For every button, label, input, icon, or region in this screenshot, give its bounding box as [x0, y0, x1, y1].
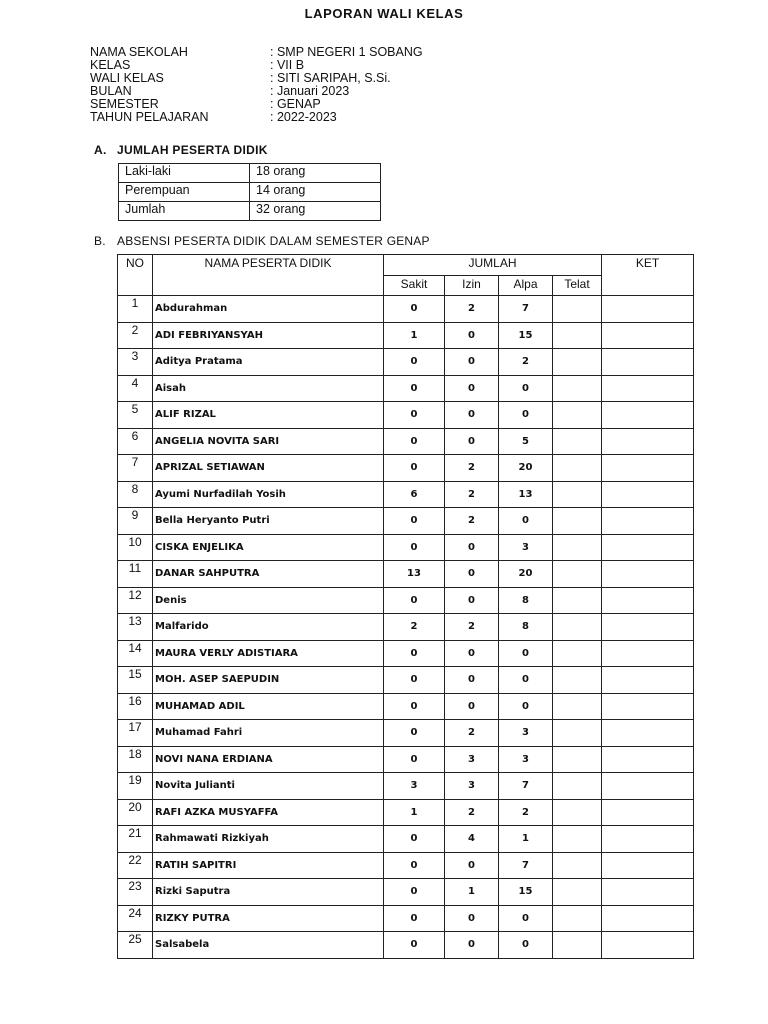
header-telat: Telat [553, 275, 602, 296]
info-value: : VII B [270, 58, 305, 72]
sakit-count: 6 [384, 481, 445, 508]
sakit-count: 0 [384, 879, 445, 906]
table-row [118, 932, 694, 959]
table-row [119, 164, 381, 183]
row-number: 2 [118, 322, 153, 349]
ket-cell [602, 773, 694, 800]
izin-count: 0 [445, 349, 499, 376]
student-name: MAURA VERLY ADISTIARA [153, 640, 384, 667]
izin-count: 2 [445, 614, 499, 641]
row-number: 19 [118, 773, 153, 800]
sakit-count: 0 [384, 852, 445, 879]
telat-count [553, 587, 602, 614]
sakit-count: 0 [384, 693, 445, 720]
telat-count [553, 640, 602, 667]
row-number: 4 [118, 375, 153, 402]
table-row [118, 614, 694, 641]
alpa-count: 13 [499, 481, 553, 508]
row-number: 17 [118, 720, 153, 747]
sakit-count: 0 [384, 402, 445, 429]
table-row [118, 799, 694, 826]
sakit-count: 0 [384, 905, 445, 932]
izin-count: 2 [445, 799, 499, 826]
student-name: Muhamad Fahri [153, 720, 384, 747]
telat-count [553, 561, 602, 588]
alpa-count: 3 [499, 746, 553, 773]
sakit-count: 0 [384, 428, 445, 455]
alpa-count: 20 [499, 455, 553, 482]
ket-cell [602, 296, 694, 323]
info-label: WALI KELAS [90, 71, 164, 85]
student-name: ANGELIA NOVITA SARI [153, 428, 384, 455]
izin-count: 0 [445, 667, 499, 694]
student-name: Rahmawati Rizkiyah [153, 826, 384, 853]
table-row [118, 905, 694, 932]
izin-count: 0 [445, 322, 499, 349]
student-name: RIZKY PUTRA [153, 905, 384, 932]
table-row [118, 826, 694, 853]
student-name: Aditya Pratama [153, 349, 384, 376]
izin-count: 0 [445, 905, 499, 932]
telat-count [553, 349, 602, 376]
sakit-count: 1 [384, 322, 445, 349]
student-name: NOVI NANA ERDIANA [153, 746, 384, 773]
attendance-table [117, 254, 694, 959]
alpa-count: 20 [499, 561, 553, 588]
table-row [118, 587, 694, 614]
ket-cell [602, 508, 694, 535]
telat-count [553, 296, 602, 323]
izin-count: 0 [445, 932, 499, 959]
section-a-heading [94, 143, 268, 157]
header-izin: Izin [445, 275, 499, 296]
summary-value: 14 orang [250, 183, 381, 202]
info-label: NAMA SEKOLAH [90, 45, 188, 59]
izin-count: 1 [445, 879, 499, 906]
alpa-count: 1 [499, 826, 553, 853]
sakit-count: 0 [384, 455, 445, 482]
ket-cell [602, 402, 694, 429]
ket-cell [602, 746, 694, 773]
table-row [119, 183, 381, 202]
sakit-count: 0 [384, 746, 445, 773]
section-letter: A. [94, 143, 107, 157]
ket-cell [602, 322, 694, 349]
table-row [118, 481, 694, 508]
alpa-count: 5 [499, 428, 553, 455]
izin-count: 3 [445, 746, 499, 773]
table-row [118, 667, 694, 694]
alpa-count: 0 [499, 402, 553, 429]
ket-cell [602, 614, 694, 641]
ket-cell [602, 640, 694, 667]
row-number: 18 [118, 746, 153, 773]
table-row [118, 640, 694, 667]
alpa-count: 15 [499, 879, 553, 906]
ket-cell [602, 720, 694, 747]
document-title: LAPORAN WALI KELAS [304, 6, 464, 21]
ket-cell [602, 561, 694, 588]
telat-count [553, 402, 602, 429]
izin-count: 3 [445, 773, 499, 800]
student-name: CISKA ENJELIKA [153, 534, 384, 561]
student-name: MOH. ASEP SAEPUDIN [153, 667, 384, 694]
sakit-count: 0 [384, 720, 445, 747]
telat-count [553, 322, 602, 349]
summary-label: Laki-laki [119, 164, 250, 183]
alpa-count: 8 [499, 614, 553, 641]
alpa-count: 7 [499, 296, 553, 323]
info-row [90, 72, 423, 85]
row-number: 3 [118, 349, 153, 376]
header-ket: KET [602, 255, 694, 296]
row-number: 14 [118, 640, 153, 667]
alpa-count: 15 [499, 322, 553, 349]
student-name: RAFI AZKA MUSYAFFA [153, 799, 384, 826]
info-value: : SMP NEGERI 1 SOBANG [270, 45, 423, 59]
ket-cell [602, 587, 694, 614]
sakit-count: 0 [384, 296, 445, 323]
student-name: Denis [153, 587, 384, 614]
ket-cell [602, 799, 694, 826]
table-row [118, 879, 694, 906]
student-name: ALIF RIZAL [153, 402, 384, 429]
ket-cell [602, 667, 694, 694]
telat-count [553, 826, 602, 853]
row-number: 22 [118, 852, 153, 879]
school-info [90, 46, 423, 124]
telat-count [553, 905, 602, 932]
table-row [118, 746, 694, 773]
ket-cell [602, 428, 694, 455]
table-row [118, 375, 694, 402]
student-name: Ayumi Nurfadilah Yosih [153, 481, 384, 508]
sakit-count: 0 [384, 349, 445, 376]
row-number: 15 [118, 667, 153, 694]
alpa-count: 2 [499, 799, 553, 826]
sakit-count: 0 [384, 667, 445, 694]
izin-count: 2 [445, 508, 499, 535]
telat-count [553, 534, 602, 561]
row-number: 1 [118, 296, 153, 323]
info-row [90, 111, 423, 124]
telat-count [553, 932, 602, 959]
table-row [118, 852, 694, 879]
telat-count [553, 720, 602, 747]
row-number: 7 [118, 455, 153, 482]
summary-value: 18 orang [250, 164, 381, 183]
izin-count: 0 [445, 693, 499, 720]
header-alpa: Alpa [499, 275, 553, 296]
sakit-count: 0 [384, 508, 445, 535]
section-title: ABSENSI PESERTA DIDIK DALAM SEMESTER GENAP [117, 234, 430, 248]
telat-count [553, 614, 602, 641]
table-row [118, 534, 694, 561]
table-row [118, 693, 694, 720]
row-number: 20 [118, 799, 153, 826]
izin-count: 0 [445, 428, 499, 455]
telat-count [553, 746, 602, 773]
table-row [118, 349, 694, 376]
section-letter: B. [94, 234, 106, 248]
row-number: 10 [118, 534, 153, 561]
sakit-count: 13 [384, 561, 445, 588]
student-name: Bella Heryanto Putri [153, 508, 384, 535]
alpa-count: 7 [499, 773, 553, 800]
summary-label: Jumlah [119, 202, 250, 221]
row-number: 9 [118, 508, 153, 535]
table-row [119, 202, 381, 221]
sakit-count: 2 [384, 614, 445, 641]
sakit-count: 0 [384, 932, 445, 959]
alpa-count: 2 [499, 349, 553, 376]
ket-cell [602, 852, 694, 879]
info-value: : Januari 2023 [270, 84, 350, 98]
student-name: Malfarido [153, 614, 384, 641]
sakit-count: 0 [384, 375, 445, 402]
table-row [118, 561, 694, 588]
sakit-count: 0 [384, 534, 445, 561]
table-row [118, 402, 694, 429]
info-value: : 2022-2023 [270, 110, 337, 124]
ket-cell [602, 693, 694, 720]
row-number: 12 [118, 587, 153, 614]
izin-count: 2 [445, 481, 499, 508]
telat-count [553, 799, 602, 826]
row-number: 21 [118, 826, 153, 853]
section-b-heading [94, 234, 430, 248]
izin-count: 0 [445, 587, 499, 614]
ket-cell [602, 534, 694, 561]
telat-count [553, 428, 602, 455]
ket-cell [602, 455, 694, 482]
sakit-count: 3 [384, 773, 445, 800]
table-row [118, 720, 694, 747]
ket-cell [602, 826, 694, 853]
row-number: 23 [118, 879, 153, 906]
attendance-rows [118, 296, 694, 959]
table-row [118, 773, 694, 800]
alpa-count: 0 [499, 508, 553, 535]
student-name: Salsabela [153, 932, 384, 959]
izin-count: 0 [445, 375, 499, 402]
alpa-count: 0 [499, 375, 553, 402]
student-name: APRIZAL SETIAWAN [153, 455, 384, 482]
info-label: SEMESTER [90, 97, 159, 111]
alpa-count: 3 [499, 720, 553, 747]
summary-value: 32 orang [250, 202, 381, 221]
info-row [90, 46, 423, 59]
row-number: 11 [118, 561, 153, 588]
row-number: 24 [118, 905, 153, 932]
alpa-count: 8 [499, 587, 553, 614]
student-name: RATIH SAPITRI [153, 852, 384, 879]
table-row [118, 428, 694, 455]
izin-count: 2 [445, 720, 499, 747]
izin-count: 0 [445, 561, 499, 588]
alpa-count: 0 [499, 932, 553, 959]
telat-count [553, 852, 602, 879]
row-number: 5 [118, 402, 153, 429]
telat-count [553, 773, 602, 800]
info-value: : SITI SARIPAH, S.Si. [270, 71, 391, 85]
sakit-count: 0 [384, 826, 445, 853]
table-row [118, 322, 694, 349]
header-no: NO [118, 255, 153, 296]
izin-count: 2 [445, 296, 499, 323]
izin-count: 4 [445, 826, 499, 853]
ket-cell [602, 905, 694, 932]
table-row [118, 455, 694, 482]
student-name: DANAR SAHPUTRA [153, 561, 384, 588]
info-label: TAHUN PELAJARAN [90, 110, 209, 124]
student-count-table [118, 163, 381, 221]
ket-cell [602, 349, 694, 376]
table-row [118, 296, 694, 323]
alpa-count: 7 [499, 852, 553, 879]
section-title: JUMLAH PESERTA DIDIK [117, 143, 268, 157]
header-sakit: Sakit [384, 275, 445, 296]
info-label: KELAS [90, 58, 131, 72]
row-number: 16 [118, 693, 153, 720]
student-name: Novita Julianti [153, 773, 384, 800]
telat-count [553, 481, 602, 508]
header-name: NAMA PESERTA DIDIK [153, 255, 384, 296]
alpa-count: 0 [499, 640, 553, 667]
telat-count [553, 879, 602, 906]
summary-label: Perempuan [119, 183, 250, 202]
student-name: MUHAMAD ADIL [153, 693, 384, 720]
ket-cell [602, 879, 694, 906]
alpa-count: 0 [499, 905, 553, 932]
table-row [118, 508, 694, 535]
row-number: 8 [118, 481, 153, 508]
izin-count: 0 [445, 640, 499, 667]
alpa-count: 0 [499, 667, 553, 694]
izin-count: 0 [445, 852, 499, 879]
header-jumlah: JUMLAH [384, 255, 602, 276]
student-name: Abdurahman [153, 296, 384, 323]
telat-count [553, 375, 602, 402]
telat-count [553, 455, 602, 482]
ket-cell [602, 481, 694, 508]
alpa-count: 3 [499, 534, 553, 561]
student-name: ADI FEBRIYANSYAH [153, 322, 384, 349]
izin-count: 2 [445, 455, 499, 482]
telat-count [553, 693, 602, 720]
info-value: : GENAP [270, 97, 321, 111]
alpa-count: 0 [499, 693, 553, 720]
sakit-count: 0 [384, 640, 445, 667]
ket-cell [602, 375, 694, 402]
info-label: BULAN [90, 84, 132, 98]
sakit-count: 0 [384, 587, 445, 614]
ket-cell [602, 932, 694, 959]
row-number: 6 [118, 428, 153, 455]
row-number: 13 [118, 614, 153, 641]
student-name: Aisah [153, 375, 384, 402]
row-number: 25 [118, 932, 153, 959]
izin-count: 0 [445, 402, 499, 429]
izin-count: 0 [445, 534, 499, 561]
telat-count [553, 508, 602, 535]
telat-count [553, 667, 602, 694]
student-name: Rizki Saputra [153, 879, 384, 906]
sakit-count: 1 [384, 799, 445, 826]
